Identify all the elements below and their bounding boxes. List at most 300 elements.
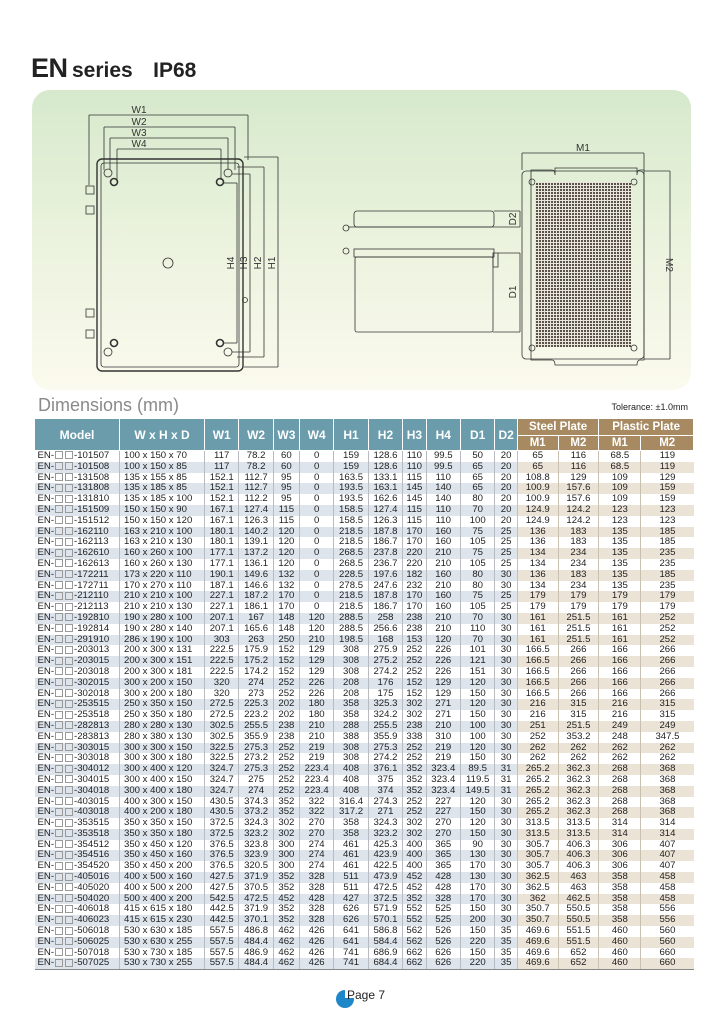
- cell-col-12: 469.6: [517, 958, 558, 969]
- model-code: -253518: [74, 709, 110, 721]
- cell-col-2: 557.5: [205, 948, 239, 959]
- cell-col-9: 120: [426, 635, 460, 646]
- cell-col-8: 238: [403, 721, 426, 732]
- cell-col-8: 352: [403, 775, 426, 786]
- placeholder-box-icon: [55, 916, 63, 924]
- cell-col-4: 60: [273, 451, 299, 462]
- cell-col-6: 218.5: [334, 537, 368, 548]
- placeholder-box-icon: [65, 527, 73, 535]
- cell-col-13: 234: [558, 581, 599, 592]
- cell-col-10: 89.5: [460, 764, 494, 775]
- cell-col-15: 266: [641, 689, 694, 700]
- cell-col-9: 226: [426, 645, 460, 656]
- cell-col-9: 210: [426, 559, 460, 570]
- model-code: -162610: [74, 547, 110, 559]
- cell-col-6: 461: [334, 850, 368, 861]
- cell-col-11: 30: [495, 645, 517, 656]
- cell-col-12: 469.6: [517, 926, 558, 937]
- cell-col-14: 216: [599, 710, 641, 721]
- label-h4: H4: [226, 256, 237, 270]
- cell-col-5: 0: [299, 581, 333, 592]
- cell-col-9: 525: [426, 915, 460, 926]
- placeholder-box-icon: [65, 462, 73, 470]
- cell-col-1: 350 x 350 x 180: [120, 829, 205, 840]
- placeholder-box-icon: [65, 721, 73, 729]
- cell-col-5: 328: [299, 883, 333, 894]
- cell-col-2: 442.5: [205, 915, 239, 926]
- placeholder-box-icon: [65, 495, 73, 503]
- placeholder-box-icon: [55, 495, 63, 503]
- cell-col-1: 163 x 210 x 100: [120, 527, 205, 538]
- cell-col-13: 266: [558, 678, 599, 689]
- cell-col-13: 157.6: [558, 494, 599, 505]
- cell-col-13: 266: [558, 645, 599, 656]
- cell-col-12: 134: [517, 581, 558, 592]
- cell-col-2: 167.1: [205, 505, 239, 516]
- table-row: [35, 570, 694, 581]
- placeholder-box-icon: [55, 657, 63, 665]
- cell-col-3: 223.2: [239, 710, 273, 721]
- cell-col-14: 248: [599, 732, 641, 743]
- cell-col-11: 30: [495, 581, 517, 592]
- model-code: -354516: [74, 849, 110, 861]
- cell-col-7: 323.2: [368, 829, 402, 840]
- cell-col-6: 278.5: [334, 581, 368, 592]
- label-h2: H2: [253, 256, 264, 270]
- header-w1: W1: [205, 419, 239, 451]
- cell-col-15: 129: [641, 473, 694, 484]
- cell-col-12: 161: [517, 613, 558, 624]
- cell-col-1: 190 x 280 x 100: [120, 613, 205, 624]
- cell-col-3: 112.2: [239, 494, 273, 505]
- cell-col-14: 268: [599, 807, 641, 818]
- placeholder-box-icon: [55, 505, 63, 513]
- cell-col-6: 511: [334, 872, 368, 883]
- placeholder-box-icon: [55, 592, 63, 600]
- cell-col-5: 226: [299, 678, 333, 689]
- cell-col-11: 31: [495, 775, 517, 786]
- cell-col-4: 152: [273, 667, 299, 678]
- cell-col-10: 150: [460, 829, 494, 840]
- cell-col-4: 95: [273, 494, 299, 505]
- cell-col-13: 183: [558, 537, 599, 548]
- placeholder-box-icon: [65, 484, 73, 492]
- cell-col-8: 452: [403, 872, 426, 883]
- cell-col-14: 268: [599, 797, 641, 808]
- cell-col-2: 222.5: [205, 656, 239, 667]
- placeholder-box-icon: [65, 624, 73, 632]
- cell-col-4: 252: [273, 764, 299, 775]
- cell-col-11: 30: [495, 570, 517, 581]
- cell-col-12: 469.6: [517, 937, 558, 948]
- cell-col-5: 180: [299, 710, 333, 721]
- cell-col-10: 130: [460, 850, 494, 861]
- cell-col-12: 136: [517, 570, 558, 581]
- cell-col-6: 159: [334, 462, 368, 473]
- model-prefix: EN-: [37, 568, 55, 580]
- cell-col-1: 300 x 200 x 180: [120, 689, 205, 700]
- cell-col-1: 400 x 200 x 180: [120, 807, 205, 818]
- cell-col-2: 180.1: [205, 537, 239, 548]
- cell-col-7: 584.4: [368, 937, 402, 948]
- cell-col-1: 200 x 300 x 151: [120, 656, 205, 667]
- cell-col-6: 158.5: [334, 516, 368, 527]
- placeholder-box-icon: [65, 711, 73, 719]
- cell-col-3: 486.9: [239, 948, 273, 959]
- placeholder-box-icon: [65, 927, 73, 935]
- cell-col-1: 250 x 350 x 150: [120, 699, 205, 710]
- cell-col-11: 20: [495, 494, 517, 505]
- cell-col-2: 302.5: [205, 721, 239, 732]
- cell-col-4: 152: [273, 656, 299, 667]
- model-code: -303018: [74, 752, 110, 764]
- placeholder-box-icon: [55, 797, 63, 805]
- cell-col-8: 170: [403, 591, 426, 602]
- cell-col-4: 352: [273, 883, 299, 894]
- model-code: -291910: [74, 633, 110, 645]
- placeholder-box-icon: [65, 700, 73, 708]
- cell-col-14: 68.5: [599, 451, 641, 462]
- cell-col-13: 652: [558, 958, 599, 969]
- cell-col-5: 0: [299, 505, 333, 516]
- cell-col-2: 227.1: [205, 591, 239, 602]
- cell-col-12: 166.5: [517, 645, 558, 656]
- cell-col-1: 400 x 500 x 160: [120, 872, 205, 883]
- cell-col-11: 30: [495, 861, 517, 872]
- model-code: -403018: [74, 806, 110, 818]
- cell-col-15: 123: [641, 516, 694, 527]
- cell-col-14: 166: [599, 689, 641, 700]
- cell-col-13: 315: [558, 699, 599, 710]
- cell-col-13: 179: [558, 602, 599, 613]
- cell-col-5: 270: [299, 829, 333, 840]
- cell-col-7: 133.1: [368, 473, 402, 484]
- placeholder-box-icon: [65, 948, 73, 956]
- cell-col-7: 274.2: [368, 753, 402, 764]
- model-prefix: EN-: [37, 644, 55, 656]
- cell-col-4: 252: [273, 775, 299, 786]
- cell-col-15: 252: [641, 613, 694, 624]
- cell-col-3: 137.2: [239, 548, 273, 559]
- cell-col-6: 218.5: [334, 602, 368, 613]
- model-prefix: EN-: [37, 514, 55, 526]
- cell-col-15: 368: [641, 797, 694, 808]
- cell-col-12: 305.7: [517, 861, 558, 872]
- cell-col-3: 273.2: [239, 753, 273, 764]
- cell-col-5: 426: [299, 948, 333, 959]
- cell-col-10: 121: [460, 656, 494, 667]
- cell-col-15: 368: [641, 775, 694, 786]
- cell-col-4: 148: [273, 613, 299, 624]
- cell-col-8: 152: [403, 678, 426, 689]
- cell-col-4: 302: [273, 818, 299, 829]
- header-steel-plate: Steel Plate: [517, 419, 598, 436]
- cell-col-15: 159: [641, 483, 694, 494]
- model-prefix: EN-: [37, 611, 55, 623]
- cell-col-12: 65: [517, 462, 558, 473]
- cell-col-11: 30: [495, 807, 517, 818]
- label-d2: D2: [508, 212, 519, 226]
- label-m1: M1: [576, 143, 590, 154]
- cell-col-10: 80: [460, 581, 494, 592]
- cell-col-10: 100: [460, 732, 494, 743]
- cell-col-6: 268.5: [334, 559, 368, 570]
- placeholder-box-icon: [55, 851, 63, 859]
- placeholder-box-icon: [65, 592, 73, 600]
- model-code: -353515: [74, 817, 110, 829]
- cell-col-13: 262: [558, 743, 599, 754]
- cell-col-12: 166.5: [517, 667, 558, 678]
- cell-col-1: 200 x 300 x 181: [120, 667, 205, 678]
- cell-col-13: 262: [558, 753, 599, 764]
- cell-col-7: 255.5: [368, 721, 402, 732]
- cell-col-7: 197.6: [368, 570, 402, 581]
- tolerance-note: Tolerance: ±1.0mm: [611, 402, 688, 412]
- cell-col-10: 119.5: [460, 775, 494, 786]
- cell-col-10: 70: [460, 505, 494, 516]
- cell-col-11: 31: [495, 764, 517, 775]
- cell-col-10: 150: [460, 904, 494, 915]
- cell-col-8: 252: [403, 807, 426, 818]
- cell-col-4: 120: [273, 548, 299, 559]
- placeholder-box-icon: [65, 819, 73, 827]
- cell-col-7: 176: [368, 678, 402, 689]
- model-code: -192810: [74, 611, 110, 623]
- cell-col-5: 274: [299, 850, 333, 861]
- placeholder-box-icon: [55, 819, 63, 827]
- cell-col-6: 288.5: [334, 613, 368, 624]
- cell-col-5: 270: [299, 818, 333, 829]
- model-code: -212113: [74, 601, 109, 613]
- cell-col-8: 562: [403, 926, 426, 937]
- placeholder-box-icon: [55, 873, 63, 881]
- cell-col-13: 251.5: [558, 635, 599, 646]
- cell-col-8: 110: [403, 451, 426, 462]
- cell-col-13: 551.5: [558, 937, 599, 948]
- cell-col-2: 167.1: [205, 516, 239, 527]
- model-prefix: EN-: [37, 579, 55, 591]
- placeholder-box-icon: [65, 473, 73, 481]
- cell-col-14: 135: [599, 527, 641, 538]
- placeholder-box-icon: [55, 646, 63, 654]
- cell-col-10: 65: [460, 462, 494, 473]
- placeholder-box-icon: [65, 905, 73, 913]
- cell-col-2: 222.5: [205, 667, 239, 678]
- cell-col-3: 323.9: [239, 850, 273, 861]
- cell-col-4: 120: [273, 527, 299, 538]
- cell-col-15: 407: [641, 861, 694, 872]
- cell-col-10: 170: [460, 883, 494, 894]
- model-code: -304015: [74, 773, 110, 785]
- placeholder-box-icon: [55, 786, 63, 794]
- cell-col-12: 265.2: [517, 797, 558, 808]
- cell-col-11: 30: [495, 721, 517, 732]
- cell-col-1: 300 x 300 x 180: [120, 753, 205, 764]
- cell-col-8: 352: [403, 894, 426, 905]
- model-code: -405020: [74, 881, 110, 893]
- placeholder-box-icon: [55, 689, 63, 697]
- cell-col-10: 120: [460, 699, 494, 710]
- placeholder-box-icon: [55, 754, 63, 762]
- cell-col-14: 314: [599, 818, 641, 829]
- model-code: -253515: [74, 698, 110, 710]
- cell-col-9: 626: [426, 948, 460, 959]
- cell-col-5: 226: [299, 689, 333, 700]
- placeholder-box-icon: [55, 538, 63, 546]
- cell-col-13: 157.6: [558, 483, 599, 494]
- cell-col-13: 550.5: [558, 915, 599, 926]
- cell-col-8: 302: [403, 829, 426, 840]
- dimensions-table: [34, 418, 694, 970]
- placeholder-box-icon: [55, 613, 63, 621]
- cell-col-13: 362.3: [558, 807, 599, 818]
- cell-col-9: 210: [426, 721, 460, 732]
- cell-col-9: 270: [426, 829, 460, 840]
- cell-col-15: 235: [641, 559, 694, 570]
- cell-col-7: 374: [368, 786, 402, 797]
- model-prefix: EN-: [37, 525, 55, 537]
- cell-col-10: 80: [460, 494, 494, 505]
- cell-col-8: 252: [403, 656, 426, 667]
- cell-col-6: 741: [334, 948, 368, 959]
- model-code: -353518: [74, 827, 110, 839]
- label-w3: W3: [131, 128, 147, 139]
- cell-col-10: 200: [460, 915, 494, 926]
- model-prefix: EN-: [37, 676, 55, 688]
- cell-col-2: 557.5: [205, 937, 239, 948]
- cell-col-9: 365: [426, 861, 460, 872]
- cell-col-11: 30: [495, 667, 517, 678]
- cell-col-1: 150 x 150 x 90: [120, 505, 205, 516]
- cell-col-1: 135 x 155 x 85: [120, 473, 205, 484]
- cell-col-6: 308: [334, 645, 368, 656]
- cell-col-2: 207.1: [205, 613, 239, 624]
- cell-col-9: 365: [426, 840, 460, 851]
- cell-col-4: 202: [273, 699, 299, 710]
- cell-col-7: 324.3: [368, 818, 402, 829]
- cell-col-15: 315: [641, 699, 694, 710]
- placeholder-box-icon: [65, 451, 73, 459]
- model-code: -304012: [74, 763, 110, 775]
- cell-col-13: 183: [558, 527, 599, 538]
- cell-col-8: 552: [403, 904, 426, 915]
- cell-col-1: 300 x 400 x 180: [120, 786, 205, 797]
- cell-col-8: 220: [403, 559, 426, 570]
- cell-col-3: 275: [239, 775, 273, 786]
- cell-col-6: 308: [334, 667, 368, 678]
- header-steel-m2: M2: [558, 436, 599, 451]
- cell-col-14: 249: [599, 721, 641, 732]
- cell-col-1: 135 x 185 x 85: [120, 483, 205, 494]
- cell-col-4: 352: [273, 797, 299, 808]
- placeholder-box-icon: [65, 765, 73, 773]
- cell-col-15: 458: [641, 883, 694, 894]
- placeholder-box-icon: [55, 743, 63, 751]
- cell-col-8: 238: [403, 613, 426, 624]
- cell-col-1: 280 x 280 x 130: [120, 721, 205, 732]
- side-view-lid: [354, 211, 494, 227]
- cell-col-1: 100 x 150 x 70: [120, 451, 205, 462]
- cell-col-13: 129: [558, 473, 599, 484]
- cell-col-9: 323.4: [426, 775, 460, 786]
- cell-col-3: 484.4: [239, 937, 273, 948]
- cell-col-12: 166.5: [517, 656, 558, 667]
- placeholder-box-icon: [55, 581, 63, 589]
- model-code: -101507: [74, 450, 110, 461]
- cell-col-14: 161: [599, 635, 641, 646]
- cell-col-5: 0: [299, 494, 333, 505]
- cell-col-12: 305.7: [517, 840, 558, 851]
- cell-col-4: 252: [273, 678, 299, 689]
- cell-col-8: 170: [403, 527, 426, 538]
- cell-col-12: 262: [517, 743, 558, 754]
- model-prefix: EN-: [37, 719, 55, 731]
- page-number: [339, 988, 386, 1002]
- model-prefix: EN-: [37, 763, 55, 775]
- cell-col-10: 70: [460, 635, 494, 646]
- placeholder-box-icon: [55, 678, 63, 686]
- cell-col-6: 626: [334, 904, 368, 915]
- cell-col-8: 662: [403, 958, 426, 969]
- cell-col-1: 530 x 730 x 185: [120, 948, 205, 959]
- cell-col-14: 166: [599, 678, 641, 689]
- cell-col-6: 461: [334, 861, 368, 872]
- cell-col-12: 265.2: [517, 807, 558, 818]
- cell-col-2: 427.5: [205, 883, 239, 894]
- cell-col-10: 100: [460, 721, 494, 732]
- cell-col-4: 300: [273, 850, 299, 861]
- cell-col-3: 274: [239, 678, 273, 689]
- cell-col-11: 30: [495, 850, 517, 861]
- cell-col-12: 265.2: [517, 775, 558, 786]
- model-code: -162113: [74, 536, 109, 548]
- cell-col-5: 0: [299, 451, 333, 462]
- cell-col-2: 320: [205, 689, 239, 700]
- cell-col-10: 130: [460, 872, 494, 883]
- cell-col-13: 266: [558, 656, 599, 667]
- cell-col-7: 258: [368, 613, 402, 624]
- placeholder-box-icon: [55, 937, 63, 945]
- cell-col-7: 274.3: [368, 797, 402, 808]
- cell-col-2: 557.5: [205, 926, 239, 937]
- cell-col-2: 117: [205, 462, 239, 473]
- cell-col-12: 100.9: [517, 494, 558, 505]
- brand-name: EN: [31, 53, 68, 83]
- cell-col-3: 263: [239, 635, 273, 646]
- cell-col-7: 275.3: [368, 743, 402, 754]
- cell-col-7: 162.6: [368, 494, 402, 505]
- cell-col-2: 187.1: [205, 581, 239, 592]
- cell-col-1: 160 x 260 x 130: [120, 559, 205, 570]
- cell-col-6: 741: [334, 958, 368, 969]
- cell-col-14: 123: [599, 505, 641, 516]
- cell-col-1: 300 x 300 x 150: [120, 743, 205, 754]
- model-code: -131508: [74, 471, 110, 483]
- cell-col-5: 120: [299, 613, 333, 624]
- cell-col-14: 135: [599, 559, 641, 570]
- cell-col-5: 328: [299, 904, 333, 915]
- cell-col-6: 218.5: [334, 527, 368, 538]
- cell-col-9: 365: [426, 850, 460, 861]
- cell-col-9: 210: [426, 613, 460, 624]
- cell-col-13: 266: [558, 667, 599, 678]
- cell-col-14: 161: [599, 613, 641, 624]
- header-h2: H2: [368, 419, 402, 451]
- cell-col-13: 463: [558, 872, 599, 883]
- cell-col-11: 30: [495, 797, 517, 808]
- cell-col-6: 308: [334, 753, 368, 764]
- cell-col-9: 526: [426, 937, 460, 948]
